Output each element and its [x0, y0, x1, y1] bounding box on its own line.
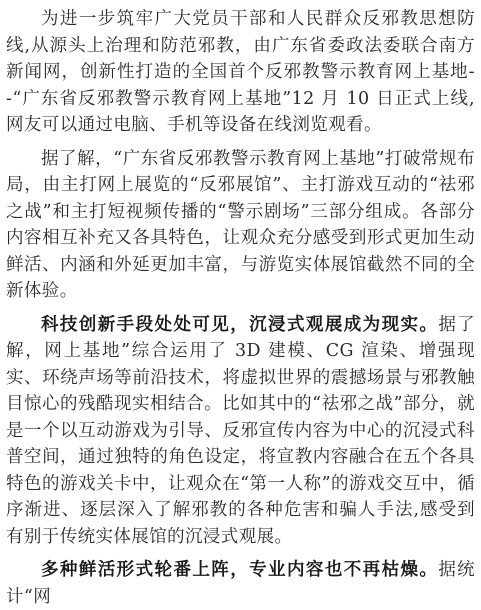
paragraph-lead: 科技创新手段处处可见，沉浸式观展成为现实。 — [41, 314, 439, 335]
paragraph-lead: 多种鲜活形式轮番上阵，专业内容也不再枯燥。 — [41, 560, 439, 580]
paragraph-text: 据了解，网上基地”综合运用了 3D 建模、CG 渲染、增强现实、环绕声场等前沿技术，将虚拟世界的震撼场景与邪教触目惊心的残酷现实相结合。比如其中的“祛邪之战”部分，就是一个以互动游戏为引导、反邪宣传内容为中心的沉浸式科普空间，通过独特的角色设定，将宣教内容融合在五个各具特色的游戏关卡中，让观众在“第一人称”的游戏交互中，循序渐进、逐层深入了解邪教的各种危害和骗人手法,感受到有别于传统实体展馆的沉浸式观展。 — [6, 314, 475, 547]
paragraph-intro — [6, 6, 475, 139]
paragraph-layout — [6, 146, 475, 305]
paragraph-technology — [6, 312, 475, 551]
paragraph-text: 据统计“网 — [6, 560, 475, 607]
paragraph-text: 据了解，“广东省反邪教警示教育网上基地”打破常规布局，由主打网上展览的“反邪展馆”、主打游戏互动的“祛邪之战”和主打短视频传播的“警示剧场”三部分组成。各部分内容相互补充又各具特色，让观众充分感受到形式更加生动鲜活、内涵和外延更加丰富，与游览实体展馆截然不同的全新体验。 — [6, 148, 475, 301]
paragraph-formats — [6, 557, 475, 610]
paragraph-text: 为进一步筑牢广大党员干部和人民群众反邪教思想防线,从源头上治理和防范邪教，由广东省委政法委联合南方新闻网，创新性打造的全国首个反邪教警示教育网上基地--“广东省反邪教警示教育网上基地”12 月 10 日正式上线,网友可以通过电脑、手机等设备在线浏览观看。 — [6, 9, 475, 135]
